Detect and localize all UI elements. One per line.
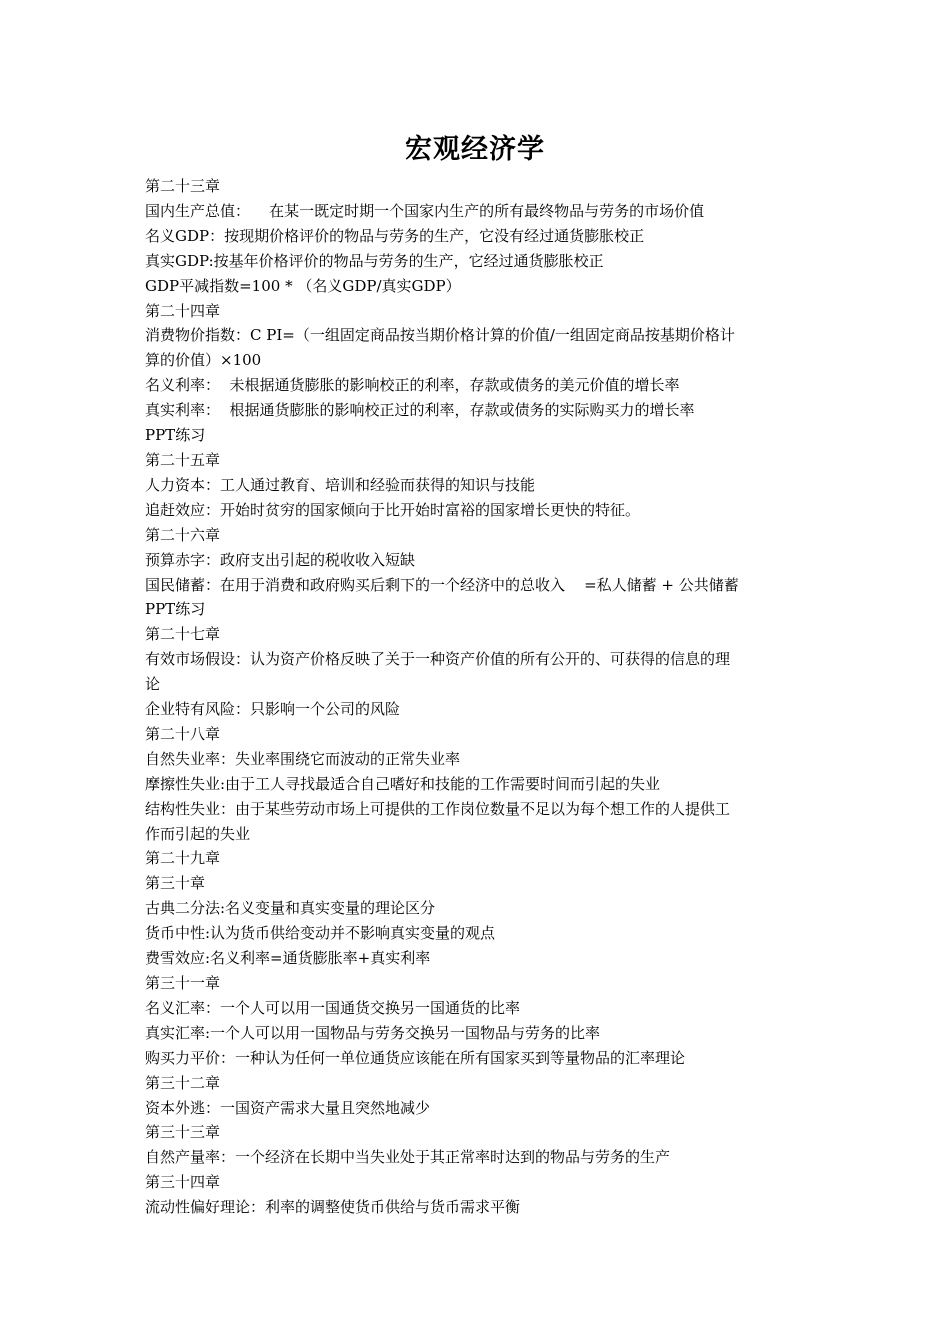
document-title: 宏观经济学: [405, 134, 545, 165]
definition-line: 货币中性:认为货币供给变动并不影响真实变量的观点: [145, 924, 496, 943]
definition-line: 名义GDP：按现期价格评价的物品与劳务的生产，它没有经过通货膨胀校正: [145, 226, 645, 245]
chapter-heading: 第二十九章: [145, 849, 221, 868]
chapter-heading: 第二十四章: [145, 301, 221, 320]
definition-line: 古典二分法:名义变量和真实变量的理论区分: [145, 899, 436, 918]
definition-line: 摩擦性失业:由于工人寻找最适合自己嗜好和技能的工作需要时间而引起的失业: [145, 774, 661, 793]
definition-line: 论: [145, 675, 161, 694]
definition-line: 消费物价指数：C PI=（一组固定商品按当期价格计算的价值/一组固定商品按基期价格计: [145, 326, 735, 345]
chapter-heading: 第三十四章: [145, 1173, 221, 1192]
definition-line: 资本外逃：一国资产需求大量且突然地减少: [145, 1098, 431, 1117]
chapter-heading: 第三十二章: [145, 1073, 221, 1092]
definition-line: 真实汇率:一个人可以用一国物品与劳务交换另一国物品与劳务的比率: [145, 1023, 601, 1042]
note-line: PPT练习: [145, 426, 206, 445]
chapter-heading: 第三十三章: [145, 1123, 221, 1142]
chapter-heading: 第二十五章: [145, 450, 221, 469]
definition-line: 企业特有风险：只影响一个公司的风险: [145, 700, 401, 719]
definition-line: 真实利率： 根据通货膨胀的影响校正过的利率，存款或债务的实际购买力的增长率: [145, 401, 695, 420]
definition-line: 国内生产总值： 在某一既定时期一个国家内生产的所有最终物品与劳务的市场价值: [145, 201, 705, 220]
chapter-heading: 第二十三章: [145, 177, 221, 195]
definition-line: 自然失业率：失业率围绕它而波动的正常失业率: [145, 749, 461, 768]
definition-line: 预算赤字：政府支出引起的税收收入短缺: [145, 550, 416, 569]
chapter-heading: 第三十一章: [145, 974, 221, 992]
definition-line: 国民储蓄：在用于消费和政府购买后剩下的一个经济中的总收入 =私人储蓄 + 公共储蓄: [145, 575, 739, 594]
definition-line: 自然产量率：一个经济在长期中当失业处于其正常率时达到的物品与劳务的生产: [145, 1148, 671, 1167]
chapter-heading: 第三十章: [145, 874, 206, 893]
document-body: [145, 174, 810, 1220]
definition-line: GDP平减指数=100 * （名义GDP/真实GDP）: [145, 276, 461, 295]
definition-line: 有效市场假设：认为资产价格反映了关于一种资产价值的所有公开的、可获得的信息的理: [145, 650, 731, 669]
definition-line: 名义汇率：一个人可以用一国通货交换另一国通货的比率: [145, 998, 521, 1017]
definition-line: 购买力平价：一种认为任何一单位通货应该能在所有国家买到等量物品的汇率理论: [145, 1048, 686, 1067]
definition-line: 流动性偏好理论：利率的调整使货币供给与货币需求平衡: [145, 1198, 521, 1217]
definition-line: 作而引起的失业: [145, 824, 251, 843]
definition-line: 名义利率： 未根据通货膨胀的影响校正的利率，存款或债务的美元价值的增长率: [145, 376, 680, 395]
definition-line: 费雪效应:名义利率=通货膨胀率+真实利率: [145, 949, 431, 968]
chapter-heading: 第二十七章: [145, 625, 221, 644]
chapter-heading: 第二十八章: [145, 724, 221, 743]
definition-line: 算的价值）×100: [145, 351, 262, 370]
note-line: PPT练习: [145, 600, 206, 619]
definition-line: 人力资本：工人通过教育、培训和经验而获得的知识与技能: [145, 475, 536, 494]
definition-line: 真实GDP:按基年价格评价的物品与劳务的生产，它经过通货膨胀校正: [145, 251, 604, 270]
definition-line: 追赶效应：开始时贫穷的国家倾向于比开始时富裕的国家增长更快的特征。: [145, 500, 641, 519]
definition-line: 结构性失业：由于某些劳动市场上可提供的工作岗位数量不足以为每个想工作的人提供工: [145, 799, 731, 818]
chapter-heading: 第二十六章: [145, 525, 221, 544]
